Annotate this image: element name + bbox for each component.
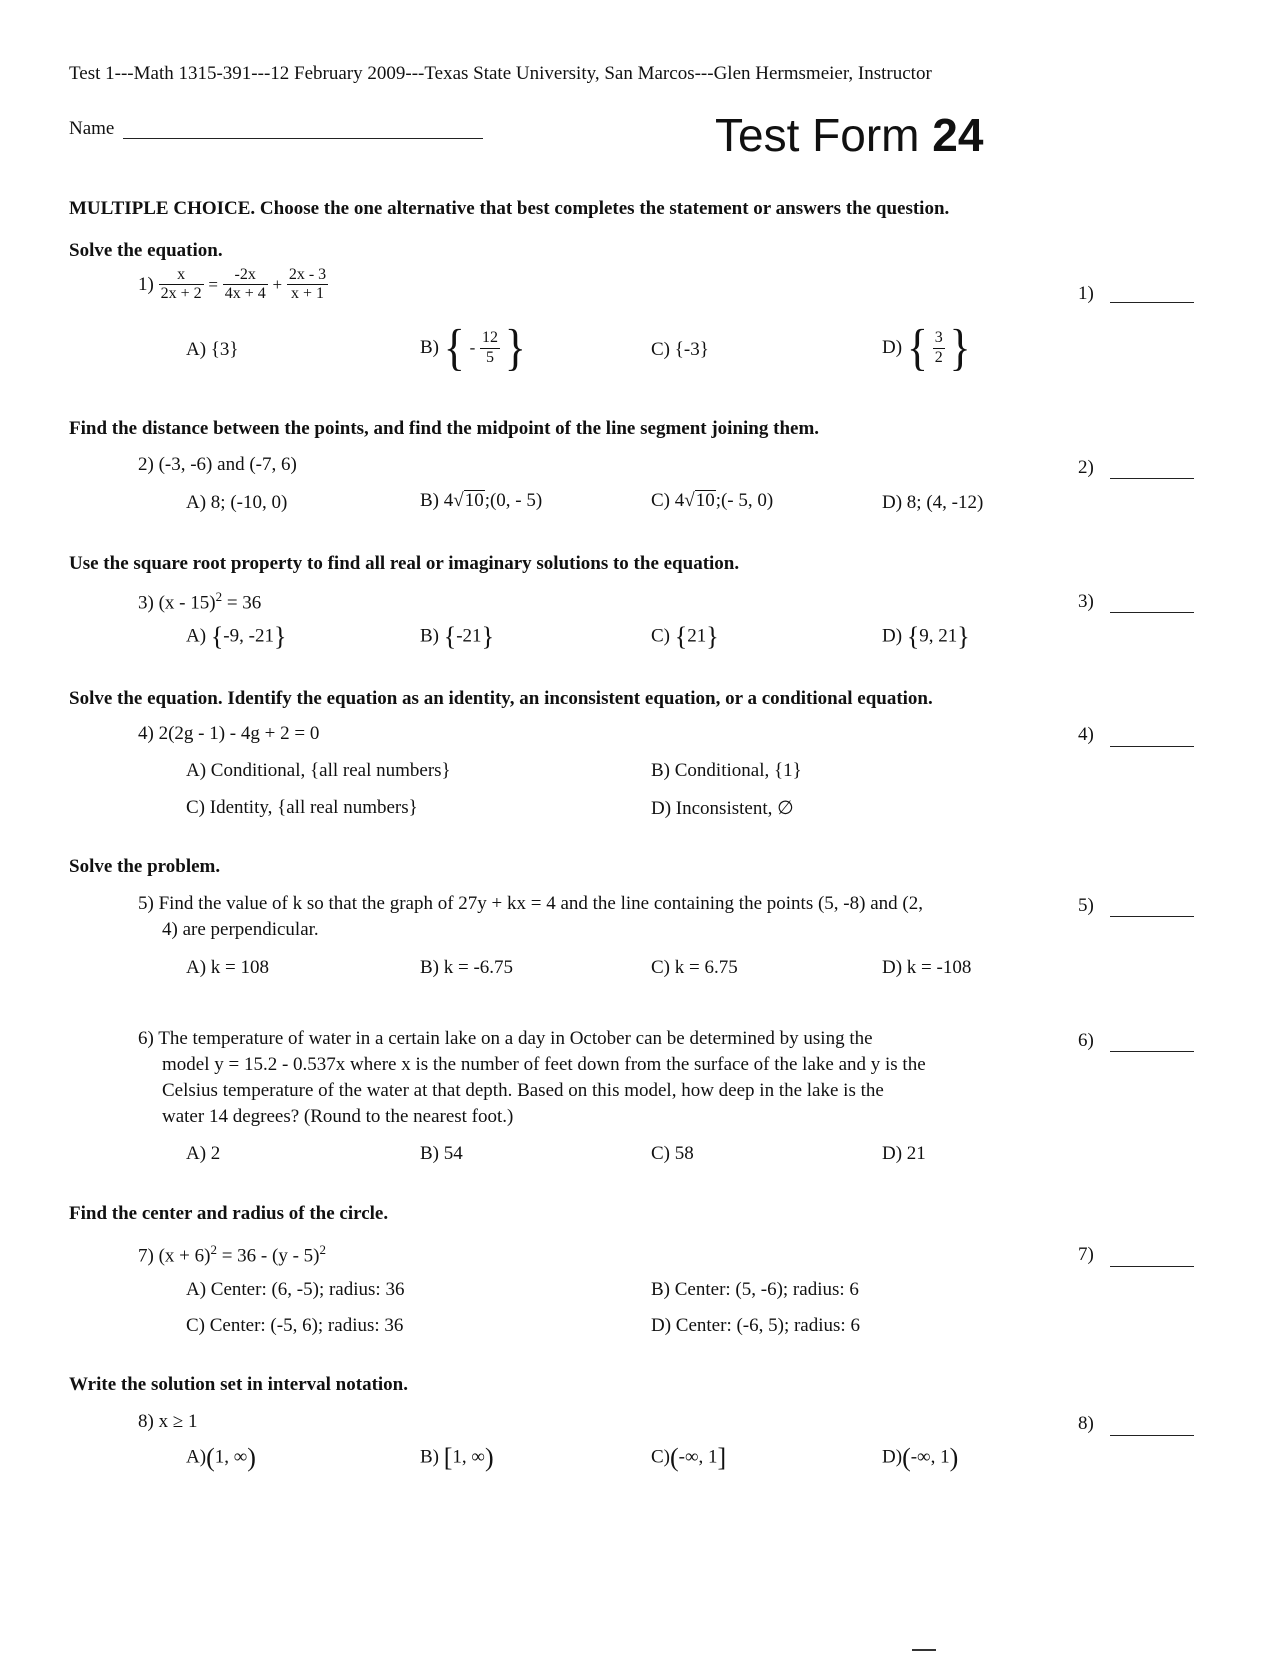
q2-option-c[interactable]: C) 4√10;(- 5, 0): [651, 490, 774, 511]
q5-option-c[interactable]: C) k = 6.75: [651, 957, 738, 978]
q8-option-b-label: B): [420, 1446, 439, 1468]
answer-blank-8[interactable]: [1110, 1435, 1194, 1436]
question-6-stem-line2: model y = 15.2 - 0.537x where x is the number of feet down from the surface of the lake and y is the: [162, 1054, 926, 1075]
left-brace-icon: {: [443, 319, 465, 376]
q7-option-d[interactable]: D) Center: (-6, 5); radius: 6: [651, 1315, 860, 1336]
q4-option-d[interactable]: D) Inconsistent, ∅: [651, 798, 794, 819]
q1-option-d-label: D): [882, 337, 903, 358]
q3-option-a[interactable]: [186, 624, 286, 650]
left-brace-icon: {: [906, 622, 920, 651]
name-field[interactable]: [123, 138, 483, 139]
q3-stem-base: 3) (x - 15): [138, 592, 216, 614]
q1-r2-denominator: x + 1: [287, 284, 328, 303]
q1-option-d-numerator: 3: [934, 329, 943, 347]
section-heading-q1: Solve the equation.: [69, 240, 223, 261]
q8-option-a-close: ): [247, 1443, 256, 1472]
answer-label-3: 3): [1078, 591, 1094, 612]
q8-option-a[interactable]: [186, 1445, 256, 1471]
test-header: Test 1---Math 1315-391---12 February 2009---Texas State University, San Marcos---Glen Hermsmeier, Instructor: [69, 63, 932, 84]
q3-option-a-set: -9, -21: [223, 625, 274, 647]
instructions: MULTIPLE CHOICE. Choose the one alternative that best completes the statement or answers the question.: [69, 198, 950, 219]
q1-lhs-denominator: 2x + 2: [160, 285, 202, 303]
left-brace-icon: {: [210, 622, 224, 651]
answer-blank-5[interactable]: [1110, 916, 1194, 917]
q8-option-c-open: (: [670, 1443, 679, 1472]
q1-option-d[interactable]: [882, 319, 971, 376]
q7-stem-rhs: = 36 - (y - 5): [216, 1245, 320, 1267]
section-heading-q4: Solve the equation. Identify the equation as an identity, an inconsistent equation, or a conditional equation.: [69, 688, 933, 709]
q1-equals: =: [208, 274, 218, 294]
q3-option-b-set: -21: [456, 625, 482, 647]
q1-plus: +: [272, 274, 283, 294]
q7-exponent-1: 2: [210, 1242, 217, 1257]
q2-option-c-radicand: 10: [695, 490, 715, 511]
q3-option-c-label: C): [651, 625, 670, 647]
section-heading-q2: Find the distance between the points, and find the midpoint of the line segment joining them.: [69, 418, 820, 439]
right-brace-icon: }: [957, 622, 970, 651]
q3-option-c[interactable]: [651, 624, 719, 650]
q6-option-c[interactable]: C) 58: [651, 1143, 694, 1164]
q6-option-a[interactable]: A) 2: [186, 1143, 221, 1164]
answer-label-5: 5): [1078, 895, 1094, 916]
q3-option-c-set: 21: [687, 625, 707, 647]
q3-option-a-label: A): [186, 625, 207, 647]
q8-option-b[interactable]: [420, 1445, 494, 1471]
question-2-stem: 2) (-3, -6) and (-7, 6): [138, 454, 297, 475]
answer-label-4: 4): [1078, 724, 1094, 745]
q2-option-a[interactable]: A) 8; (-10, 0): [186, 492, 288, 513]
q6-option-b[interactable]: B) 54: [420, 1143, 463, 1164]
q2-option-b-midpoint: (0, - 5): [489, 490, 543, 511]
q3-option-d-label: D): [882, 625, 903, 647]
q7-exponent-2: 2: [319, 1242, 326, 1257]
q2-option-c-label: C) 4: [651, 490, 685, 511]
q5-option-d[interactable]: D) k = -108: [882, 957, 972, 978]
question-1-stem: [138, 266, 328, 304]
name-label: Name: [69, 118, 115, 139]
q1-r1-denominator: 4x + 4: [224, 285, 266, 303]
q5-option-a[interactable]: A) k = 108: [186, 957, 270, 978]
q1-option-b-denominator: 5: [480, 348, 500, 367]
q1-lhs-numerator: x: [177, 266, 186, 283]
question-3-stem: [138, 589, 261, 614]
q8-option-d[interactable]: [882, 1445, 958, 1471]
sqrt-icon: √: [684, 490, 695, 511]
scan-mark: [912, 1649, 936, 1651]
answer-blank-7[interactable]: [1110, 1266, 1194, 1267]
answer-label-8: 8): [1078, 1413, 1094, 1434]
left-brace-icon: {: [674, 622, 688, 651]
q7-stem-lhs: 7) (x + 6): [138, 1245, 211, 1267]
q6-option-d[interactable]: D) 21: [882, 1143, 926, 1164]
q8-option-b-open: [: [443, 1443, 453, 1472]
q8-option-c-label: C): [651, 1446, 670, 1468]
q8-option-d-close: ): [949, 1443, 959, 1472]
q1-option-b-label: B): [420, 337, 439, 358]
answer-label-6: 6): [1078, 1030, 1094, 1051]
section-heading-q7: Find the center and radius of the circle.: [69, 1203, 389, 1224]
section-heading-q5: Solve the problem.: [69, 856, 221, 877]
q1-option-c[interactable]: C) {-3}: [651, 339, 709, 360]
q5-option-b[interactable]: B) k = -6.75: [420, 957, 514, 978]
right-brace-icon: }: [481, 622, 495, 651]
q3-option-b-label: B): [420, 625, 439, 647]
question-7-stem: [138, 1242, 326, 1267]
test-form-number: 24: [932, 109, 984, 161]
q2-option-b-radicand: 10: [464, 490, 484, 511]
right-brace-icon: }: [949, 319, 971, 376]
right-brace-icon: }: [706, 622, 719, 651]
q4-option-c[interactable]: C) Identity, {all real numbers}: [186, 797, 418, 818]
q8-option-d-label: D): [882, 1446, 903, 1468]
q4-option-b[interactable]: B) Conditional, {1}: [651, 760, 802, 781]
question-6-stem-line1: 6) The temperature of water in a certain lake on a day in October can be determined by using the: [138, 1028, 873, 1049]
answer-blank-6[interactable]: [1110, 1051, 1194, 1052]
q2-option-d[interactable]: D) 8; (4, -12): [882, 492, 984, 513]
question-5-stem-line2: 4) are perpendicular.: [162, 919, 319, 940]
q1-option-b[interactable]: [420, 319, 526, 376]
q8-option-c[interactable]: [651, 1445, 726, 1471]
section-heading-q3: Use the square root property to find all real or imaginary solutions to the equation.: [69, 553, 740, 574]
q3-option-d-set: 9, 21: [919, 625, 958, 647]
test-form-label: Test Form: [715, 109, 920, 161]
q8-option-c-close: ]: [717, 1443, 727, 1472]
q4-option-a[interactable]: A) Conditional, {all real numbers}: [186, 760, 451, 781]
q3-option-d[interactable]: [882, 624, 970, 650]
left-brace-icon: {: [443, 622, 457, 651]
answer-blank-2[interactable]: [1110, 478, 1194, 479]
question-1-number: 1): [138, 273, 154, 295]
sqrt-icon: √: [453, 490, 464, 511]
q2-option-b[interactable]: B) 4√10;(0, - 5): [420, 490, 543, 511]
question-4-stem: 4) 2(2g - 1) - 4g + 2 = 0: [138, 723, 320, 744]
q1-option-b-numerator: 12: [482, 329, 499, 347]
right-brace-icon: }: [273, 622, 287, 651]
q3-option-b[interactable]: [420, 624, 494, 650]
answer-label-1: 1): [1078, 283, 1094, 304]
q7-option-b[interactable]: B) Center: (5, -6); radius: 6: [651, 1279, 859, 1300]
q8-option-a-label: A): [186, 1446, 207, 1468]
answer-blank-3[interactable]: [1110, 612, 1194, 613]
q1-r2-numerator: 2x - 3: [288, 266, 327, 283]
test-form-title: [715, 108, 983, 162]
question-6-stem-line3: Celsius temperature of the water at that depth. Based on this model, how deep in the lake is the: [162, 1080, 884, 1101]
q8-option-c-body: -∞, 1: [678, 1446, 718, 1468]
q8-option-b-body: 1, ∞: [452, 1446, 485, 1468]
answer-blank-1[interactable]: [1110, 302, 1194, 303]
q8-option-a-open: (: [206, 1443, 215, 1472]
section-heading-q8: Write the solution set in interval notation.: [69, 1374, 409, 1395]
q8-option-d-body: -∞, 1: [910, 1446, 950, 1468]
q1-option-d-denominator: 2: [934, 348, 943, 366]
q8-option-b-close: ): [484, 1443, 494, 1472]
question-8-stem: 8) x ≥ 1: [138, 1411, 198, 1432]
left-brace-icon: {: [906, 319, 928, 376]
q1-option-a[interactable]: A) {3}: [186, 339, 239, 360]
q3-stem-rhs: = 36: [222, 592, 262, 614]
q7-option-c[interactable]: C) Center: (-5, 6); radius: 36: [186, 1315, 404, 1336]
q3-stem-exponent: 2: [215, 589, 223, 604]
answer-blank-4[interactable]: [1110, 746, 1194, 747]
q8-option-d-open: (: [902, 1443, 911, 1472]
q1-option-b-sign: -: [469, 338, 476, 357]
q8-option-a-body: 1, ∞: [214, 1446, 248, 1468]
q7-option-a[interactable]: A) Center: (6, -5); radius: 36: [186, 1279, 405, 1300]
question-6-stem-line4: water 14 degrees? (Round to the nearest foot.): [162, 1106, 514, 1127]
q1-r1-numerator: -2x: [234, 266, 256, 283]
q2-option-c-midpoint: (- 5, 0): [720, 490, 774, 511]
question-5-stem-line1: 5) Find the value of k so that the graph of 27y + kx = 4 and the line containing the points (5, -8) and (2,: [138, 893, 923, 914]
right-brace-icon: }: [504, 319, 526, 376]
q2-option-b-label: B) 4: [420, 490, 454, 511]
answer-label-2: 2): [1078, 457, 1094, 478]
answer-label-7: 7): [1078, 1244, 1094, 1265]
